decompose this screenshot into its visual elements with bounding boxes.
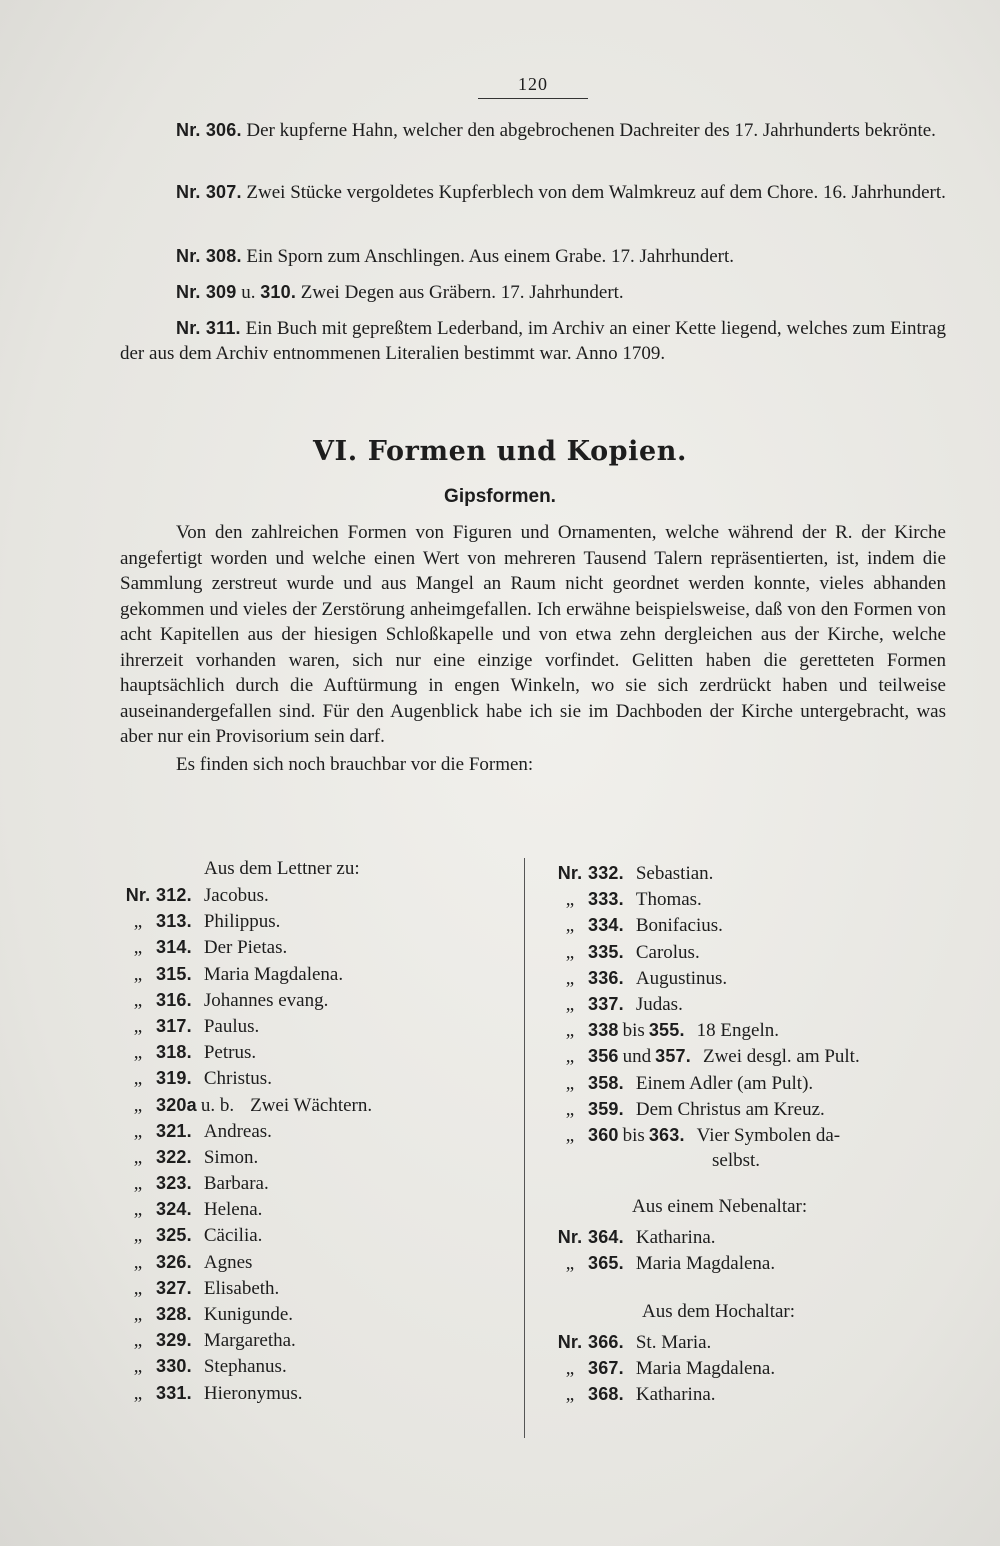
list-item xyxy=(552,912,952,938)
entry-309-310 xyxy=(120,280,946,305)
list-item xyxy=(552,1043,952,1069)
list-item xyxy=(120,1144,520,1170)
header-rule xyxy=(478,98,588,99)
item-mark: „ xyxy=(133,1225,143,1247)
column-divider xyxy=(524,858,525,1438)
item-number-2: 363. xyxy=(648,1124,685,1145)
item-name: Paulus. xyxy=(203,1015,260,1037)
item-mark: „ xyxy=(565,1357,575,1379)
item-number: 328. xyxy=(156,1304,192,1324)
item-number: 338 xyxy=(588,1020,619,1041)
item-name: Katharina. xyxy=(635,1227,716,1249)
item-mark: „ xyxy=(133,989,143,1011)
list-item xyxy=(552,1329,952,1355)
item-name: Augustinus. xyxy=(635,967,728,989)
item-name: Elisabeth. xyxy=(203,1277,280,1299)
item-name: Der Pietas. xyxy=(203,937,288,959)
entry-number: Nr. 311. xyxy=(176,318,241,338)
list-item xyxy=(120,1196,520,1222)
item-mark: „ xyxy=(565,1020,575,1042)
item-name: Maria Magdalena. xyxy=(635,1253,776,1275)
item-mark: „ xyxy=(565,1384,575,1405)
item-number: 324. xyxy=(156,1199,192,1220)
left-list-items xyxy=(120,882,520,1406)
item-number: 327. xyxy=(156,1277,192,1298)
item-number: 323. xyxy=(156,1173,192,1194)
item-mark: „ xyxy=(133,911,143,933)
list-item xyxy=(552,886,952,912)
right-list-heading-nebenaltar: Aus einem Nebenaltar: xyxy=(632,1196,808,1218)
list-item xyxy=(120,1013,520,1039)
list-item xyxy=(120,987,520,1013)
item-name: Carolus. xyxy=(635,941,700,963)
item-number: 312. xyxy=(156,885,192,905)
item-name: Vier Symbolen da- xyxy=(696,1124,841,1146)
item-mark: Nr. xyxy=(125,885,151,905)
entry-308 xyxy=(120,244,946,269)
item-name: Johannes evang. xyxy=(203,989,329,1011)
list-item xyxy=(120,1301,520,1327)
item-number: 325. xyxy=(156,1225,192,1246)
item-name: Simon. xyxy=(203,1146,259,1168)
right-list xyxy=(552,860,952,1407)
entry-number-2: 310. xyxy=(260,282,297,302)
item-mark: „ xyxy=(133,1120,143,1142)
item-number: 319. xyxy=(156,1068,192,1089)
item-number: 364. xyxy=(588,1227,624,1248)
item-mark: „ xyxy=(133,1146,143,1168)
list-item xyxy=(552,1355,952,1381)
item-mark: „ xyxy=(133,1042,143,1064)
item-name: St. Maria. xyxy=(635,1331,712,1353)
list-item xyxy=(552,1224,952,1250)
item-name: Hieronymus. xyxy=(203,1382,303,1404)
entry-number: Nr. 308. xyxy=(176,246,242,266)
entry-311 xyxy=(120,316,946,366)
item-name: Agnes xyxy=(203,1251,253,1273)
list-item xyxy=(120,934,520,960)
list-item xyxy=(120,1222,520,1248)
item-mark: Nr. xyxy=(557,863,583,883)
item-name: Helena. xyxy=(203,1199,263,1221)
subsection-title: Gipsformen. xyxy=(444,486,556,507)
section-title: VI. Formen und Kopien. xyxy=(312,436,688,467)
item-number-2: 355. xyxy=(648,1020,685,1041)
item-conjunction: bis xyxy=(622,1124,645,1146)
item-name: Dem Christus am Kreuz. xyxy=(635,1098,825,1120)
list-item xyxy=(120,1039,520,1065)
list-item xyxy=(552,1381,952,1407)
item-number: 315. xyxy=(156,963,192,984)
item-number: 334. xyxy=(588,915,624,936)
item-mark: Nr. xyxy=(557,1227,583,1248)
list-item xyxy=(552,1096,952,1122)
item-number: 314. xyxy=(156,937,192,958)
item-name: 18 Engeln. xyxy=(696,1020,779,1042)
item-number: 332. xyxy=(588,863,624,883)
item-mark: „ xyxy=(133,1068,143,1090)
item-mark: „ xyxy=(565,993,575,1015)
entry-number: Nr. 306. xyxy=(176,120,242,140)
list-item xyxy=(120,882,520,908)
item-mark: „ xyxy=(133,963,143,985)
item-name: Sebastian. xyxy=(635,863,714,884)
item-mark: „ xyxy=(133,1015,143,1037)
body-paragraph-container xyxy=(120,520,946,777)
list-item xyxy=(552,991,952,1017)
left-list-heading: Aus dem Lettner zu: xyxy=(204,858,360,879)
list-item xyxy=(552,1017,952,1043)
item-number: 356 xyxy=(588,1046,619,1067)
item-mark: „ xyxy=(133,1199,143,1221)
item-extra: u. b. xyxy=(200,1094,235,1116)
item-number: 320a xyxy=(156,1094,197,1115)
list-item xyxy=(552,1070,952,1096)
item-number: 313. xyxy=(156,911,192,932)
item-name: Christus. xyxy=(203,1068,272,1090)
entry-text: Zwei Stücke vergoldetes Kupferblech von dem Walmkreuz auf dem Chore. 16. Jahrhundert. xyxy=(246,182,946,203)
right-list-items-2 xyxy=(552,1224,952,1276)
item-number: 337. xyxy=(588,993,624,1014)
list-item xyxy=(552,939,952,965)
right-list-heading-hochaltar: Aus dem Hochaltar: xyxy=(642,1300,796,1322)
item-number: 365. xyxy=(588,1253,624,1274)
list-item xyxy=(120,908,520,934)
list-item-continuation: selbst. xyxy=(712,1150,761,1172)
entry-conj: u. xyxy=(241,282,256,303)
list-item xyxy=(120,1118,520,1144)
item-mark: „ xyxy=(133,1277,143,1299)
item-name: Andreas. xyxy=(203,1120,272,1142)
right-list-items xyxy=(552,860,952,1174)
item-conjunction: und xyxy=(622,1046,652,1068)
item-name: Zwei desgl. am Pult. xyxy=(702,1046,860,1068)
entry-number: Nr. 309 xyxy=(176,282,237,302)
item-mark: „ xyxy=(565,1046,575,1068)
item-name: Zwei Wächtern. xyxy=(250,1094,373,1116)
item-mark: „ xyxy=(133,1094,143,1116)
item-number-2: 357. xyxy=(655,1046,691,1067)
item-mark: Nr. xyxy=(557,1331,583,1352)
right-list-items-3 xyxy=(552,1329,952,1408)
item-name: Philippus. xyxy=(203,911,281,933)
item-name: Bonifacius. xyxy=(635,915,723,937)
item-mark: „ xyxy=(133,1356,143,1378)
item-mark: „ xyxy=(565,1253,575,1275)
item-mark: „ xyxy=(565,915,575,937)
item-name: Einem Adler (am Pult). xyxy=(635,1072,814,1094)
item-name: Jacobus. xyxy=(203,885,269,906)
item-number: 333. xyxy=(588,889,624,910)
item-mark: „ xyxy=(133,1251,143,1273)
list-item xyxy=(120,1170,520,1196)
item-number: 367. xyxy=(588,1357,624,1378)
item-name: Thomas. xyxy=(635,889,702,911)
entry-text: Ein Sporn zum Anschlingen. Aus einem Grabe. 17. Jahrhundert. xyxy=(246,246,734,267)
item-name: Margaretha. xyxy=(203,1330,296,1352)
item-name: Katharina. xyxy=(635,1384,716,1405)
body-paragraph: Von den zahlreichen Formen von Figuren und Ornamenten, welche während der R. der Kirche angefertigt worden und welche einen Wert von mehreren Tausend Talern repräsentierten, ist, indem die Sammlung zerstreut wurde und aus Mangel an Raum nicht geordnet werden konnte, vieles abhanden gekommen und vieles der Zerstörung anheimgefallen. Ich erwähne beispielsweise, daß von den Formen von acht Kapitellen aus der hiesigen Schloßkapelle und von etwa zehn dergleichen aus der Kirche, welche ihrerzeit vorhanden waren, sich nur eine einzige vorfindet. Gelitten haben die geretteten Formen hauptsächlich durch die Auftürmung in engen Winkeln, wo sie sich zerdrückt haben und teilweise auseinandergefallen sind. Für den Augenblick habe ich sie im Dachboden der Kirche untergebracht, was aber nur ein Provisorium sein darf. xyxy=(120,522,946,747)
page-number: 120 xyxy=(518,74,548,94)
entry-text: Der kupferne Hahn, welcher den abgebrochenen Dachreiter des 17. Jahrhunderts bekrönte. xyxy=(246,120,936,141)
item-number: 358. xyxy=(588,1072,624,1093)
item-number: 368. xyxy=(588,1384,624,1404)
item-name: Judas. xyxy=(635,993,683,1015)
item-mark: „ xyxy=(133,1382,143,1404)
item-number: 329. xyxy=(156,1330,192,1351)
list-item xyxy=(120,1249,520,1275)
entry-text: Ein Buch mit gepreßtem Lederband, im Archiv an einer Kette liegend, welches zum Eintrag der aus dem Archiv entnommenen Literalien bestimmt war. Anno 1709. xyxy=(120,318,947,364)
list-item xyxy=(120,961,520,987)
item-number: 360 xyxy=(588,1124,619,1145)
list-item xyxy=(552,1122,952,1148)
item-mark: „ xyxy=(133,937,143,959)
item-number: 321. xyxy=(156,1120,192,1141)
item-number: 322. xyxy=(156,1146,192,1167)
item-mark: „ xyxy=(565,1072,575,1094)
list-item xyxy=(552,1250,952,1276)
item-number: 331. xyxy=(156,1382,192,1403)
item-name: Maria Magdalena. xyxy=(635,1357,776,1379)
item-number: 330. xyxy=(156,1356,192,1377)
list-item xyxy=(120,1092,520,1118)
item-name: Cäcilia. xyxy=(203,1225,263,1247)
item-number: 317. xyxy=(156,1015,192,1036)
item-name: Barbara. xyxy=(203,1173,269,1195)
item-mark: „ xyxy=(133,1330,143,1352)
list-item xyxy=(120,1327,520,1353)
entry-text: Zwei Degen aus Gräbern. 17. Jahrhundert. xyxy=(300,282,624,303)
item-number: 318. xyxy=(156,1042,192,1063)
left-list xyxy=(120,856,520,1406)
item-name: Kunigunde. xyxy=(203,1304,294,1325)
item-name: Maria Magdalena. xyxy=(203,963,344,985)
list-item xyxy=(552,860,952,886)
item-number: 326. xyxy=(156,1251,192,1272)
item-mark: „ xyxy=(133,1304,143,1325)
item-mark: „ xyxy=(565,889,575,911)
list-item xyxy=(120,1380,520,1406)
item-number: 336. xyxy=(588,967,624,988)
list-item xyxy=(120,1353,520,1379)
item-number: 316. xyxy=(156,989,192,1010)
list-item xyxy=(120,1275,520,1301)
entry-306 xyxy=(120,118,946,143)
item-number: 335. xyxy=(588,941,624,962)
item-number: 366. xyxy=(588,1331,624,1352)
item-mark: „ xyxy=(565,1098,575,1120)
item-mark: „ xyxy=(565,941,575,963)
item-mark: „ xyxy=(565,967,575,989)
entry-307 xyxy=(120,180,946,205)
item-name: Petrus. xyxy=(203,1042,257,1064)
item-mark: „ xyxy=(133,1173,143,1195)
item-conjunction: bis xyxy=(622,1020,645,1042)
entry-number: Nr. 307. xyxy=(176,182,242,202)
item-mark: „ xyxy=(565,1124,575,1146)
item-name: Stephanus. xyxy=(203,1356,287,1378)
intro-line: Es finden sich noch brauchbar vor die Formen: xyxy=(176,753,534,775)
list-item xyxy=(552,965,952,991)
list-item xyxy=(120,1065,520,1091)
item-number: 359. xyxy=(588,1098,624,1119)
